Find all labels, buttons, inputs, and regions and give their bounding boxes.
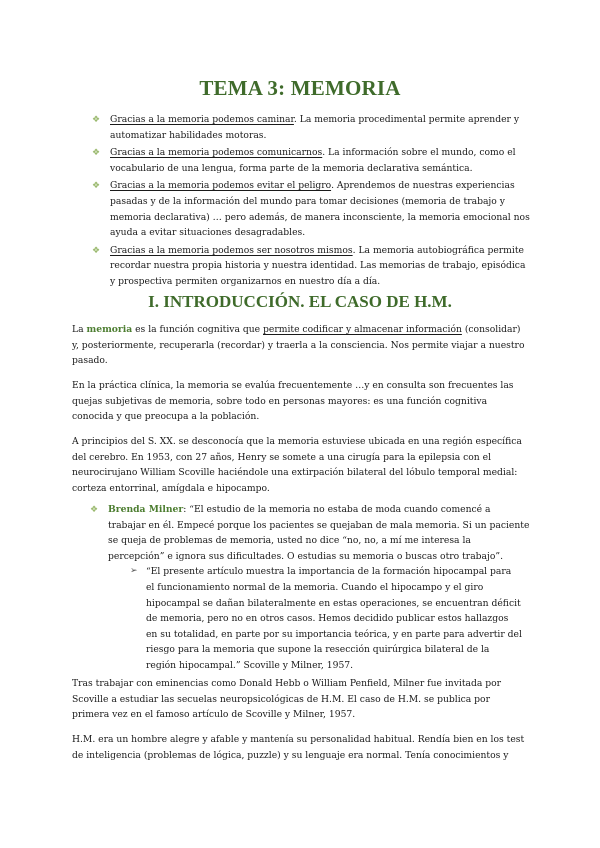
arrow-bullet-icon: ➢ [130, 566, 138, 577]
bullet-text: . La memoria autobiográfica permite recordar nuestra propia historia y nuestra identidad. Las memorias de trabajo, episódica y prospectiva permiten organizarnos en nuestro día a día. [110, 244, 526, 287]
diamond-bullet-icon: ❖ [92, 115, 101, 125]
bullet-item [90, 145, 530, 176]
paragraph-hm-description: H.M. era un hombre alegre y afable y mantenía su personalidad habitual. Rendía bien en los test de inteligencia (problemas de lógica, puzzle) y su lenguaje era normal. Tenía conocimientos y [72, 734, 525, 761]
text: es la función cognitiva que [132, 324, 264, 335]
bullet-list [90, 112, 530, 292]
bullet-text: . La información sobre el mundo, como el vocabulario de una lengua, forma parte de la memoria declarativa semántica. [110, 147, 516, 174]
milner-name: Brenda Milner [108, 504, 184, 515]
section-title: I. INTRODUCCIÓN. EL CASO DE H.M. [148, 292, 452, 311]
bullet-lead: Gracias a la memoria podemos comunicarnos [110, 147, 323, 159]
diamond-bullet-icon: ❖ [92, 245, 101, 256]
text: La [72, 324, 87, 335]
milner-quote-text: : “El estudio de la memoria no estaba de moda cuando comencé a trabajar en él. Empecé porque los pacientes se quejaban de mala memoria. Si un paciente se queja de problemas de memoria, usted no dice “no, no, a mí me interesa la percepción” e ignora sus dificultades. O estudias su memoria o buscas otro trabajo”. [108, 504, 530, 562]
bullet-text: . Aprendemos de nuestras experiencias pasadas y de la información del mundo para tomar decisiones (memoria de trabajo y memoria declarativa) … pero además, de manera inconsciente, la memoria emocional nos ayuda a evitar situaciones desagradables. [110, 180, 530, 239]
diamond-bullet-icon: ❖ [92, 148, 101, 159]
intro-paragraph-3: A principios del S. XX. se desconocía que la memoria estuviese ubicada en una región específica del cerebro. En 1953, con 27 años, Henry se somete a una cirugía para la epilepsia con el neurocirujano William Scoville haciéndole una extirpación bilateral del lóbulo temporal medial: corteza entorrinal, amígdala e hipocampo. [72, 436, 522, 494]
text: (consolidar) y, posteriormente, recuperarla (recordar) y traerla a la consciencia. Nos permite viajar a nuestro pasado. [72, 324, 525, 367]
diamond-bullet-icon: ❖ [92, 181, 101, 192]
bullet-item [90, 178, 530, 240]
underlined-definition: permite codificar y almacenar información [263, 324, 462, 335]
bullet-lead: Gracias a la memoria podemos ser nosotros mismos [110, 244, 353, 256]
milner-quote-block [90, 502, 530, 674]
article-quote-text: “El presente artículo muestra la importancia de la formación hipocampal para el funcionamiento normal de la memoria. Cuando el hipocampo y el giro hipocampal se dañan bilateralmente en estas operaciones, se encuentran déficit de memoria, pero no en otros casos. Hemos decidido publicar estos hallazgos en su totalidad, en parte por su importancia teórica, y en parte para advertir del riesgo para la memoria que supone la resección quirúrgica bilateral de la región hipocampal.” Scoville y Milner, 1957. [146, 566, 522, 671]
paragraph-milner-invitation: Tras trabajar con eminencias como Donald Hebb o William Penfield, Milner fue invitada por Scoville a estudiar las secuelas neuropsicológicas de H.M. El caso de H.M. se publica por primera vez en el famoso artículo de Scoville y Milner, 1957. [72, 678, 502, 721]
intro-paragraph-1 [72, 322, 530, 369]
bullet-item [90, 243, 530, 290]
page-title: TEMA 3: MEMORIA [199, 76, 401, 100]
bullet-lead: Gracias a la memoria podemos caminar [110, 114, 294, 125]
milner-quote [90, 502, 530, 564]
term-memoria: memoria [86, 324, 133, 335]
article-quote [130, 564, 522, 673]
bullet-text: . La memoria procedimental permite aprender y automatizar habilidades motoras. [110, 114, 520, 141]
diamond-bullet-icon: ❖ [90, 505, 99, 515]
bullet-lead: Gracias a la memoria podemos evitar el peligro [110, 180, 332, 192]
bullet-item [90, 112, 530, 143]
intro-paragraph-2: En la práctica clínica, la memoria se evalúa frecuentemente …y en consulta son frecuentes las quejas subjetivas de memoria, sobre todo en personas mayores: es una función cognitiva conocida y que preocupa a la población. [72, 380, 514, 423]
